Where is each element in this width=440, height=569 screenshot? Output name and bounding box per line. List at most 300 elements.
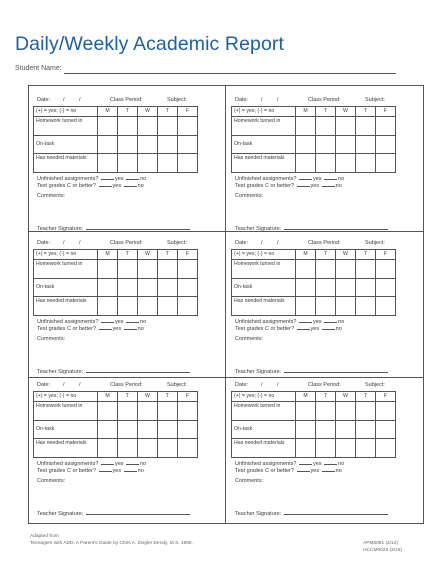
date-label: Date: [235,97,249,103]
yes-blank[interactable] [101,318,114,323]
signature-label: Teacher Signature: [37,226,84,232]
yes-blank[interactable] [101,460,114,465]
test-grades-line [37,325,203,332]
grid-cell[interactable] [178,260,198,279]
subject-label: Subject: [365,97,385,103]
comments-label: Comments: [37,478,66,484]
grid-row [34,117,198,136]
yes-blank[interactable] [299,175,312,180]
grid-cell[interactable] [336,297,356,316]
signature-field[interactable] [284,225,388,230]
yes-label: yes [312,319,322,325]
grid-cell[interactable] [158,297,178,316]
no-label: no [335,183,342,189]
panel-header [231,240,401,248]
form-code: APM0081 (2/12) [363,541,398,546]
day-header: T [356,392,376,402]
behavior-grid [231,106,396,173]
grid-cell[interactable] [138,439,158,458]
grid-cell[interactable] [98,279,118,297]
day-header: T [356,107,376,117]
grid-cell[interactable] [178,279,198,297]
day-header: T [158,250,178,260]
grid-cell[interactable] [296,439,316,458]
student-name-label: Student Name: [15,65,62,72]
class-period-label: Class Period: [110,240,143,246]
yes-blank[interactable] [299,460,312,465]
grid-cell[interactable] [356,439,376,458]
subject-label: Subject: [167,382,187,388]
source-credit-line: Teenagers with ADD: A Parent's Guide by Chris A. Zeigler Dendy, M.S. 1995. [30,540,193,546]
grid-cell[interactable] [138,421,158,439]
grid-cell[interactable] [118,421,138,439]
unfinished-assignments-line [37,318,203,325]
day-header: F [376,392,396,402]
grid-cell[interactable] [356,402,376,421]
report-panel [231,97,401,239]
no-blank[interactable] [126,318,139,323]
no-blank[interactable] [324,318,337,323]
yes-blank[interactable] [297,325,310,330]
grid-row [34,421,198,439]
signature-label: Teacher Signature: [235,369,282,375]
grid-row [34,297,198,316]
grid-cell[interactable] [138,279,158,297]
row-label: Homework turned in [34,402,98,421]
grid-cell[interactable] [98,154,118,173]
day-header: T [356,250,376,260]
yes-label: yes [112,183,122,189]
yes-label: yes [310,468,320,474]
grades-label: Test grades C or better? [37,183,97,189]
grid-cell[interactable] [118,136,138,154]
grid-cell[interactable] [158,154,178,173]
yes-blank[interactable] [99,467,112,472]
grid-cell[interactable] [138,402,158,421]
no-label: no [338,319,345,325]
grid-cell[interactable] [178,421,198,439]
row-label: Has needed materials [34,439,98,458]
date-separator: / [277,240,279,246]
date-label: Date: [37,240,51,246]
yes-blank[interactable] [99,325,112,330]
yes-blank[interactable] [299,318,312,323]
grid-cell[interactable] [316,421,336,439]
grid-cell[interactable] [98,260,118,279]
row-label: Has needed materials [232,297,296,316]
row-label: On-task [34,136,98,154]
behavior-grid [231,391,396,458]
no-blank[interactable] [124,467,137,472]
grid-row [34,154,198,173]
day-header: F [178,392,198,402]
grid-cell[interactable] [316,402,336,421]
grid-row [34,279,198,297]
signature-label: Teacher Signature: [37,369,84,375]
date-label: Date: [235,382,249,388]
grid-row [232,136,396,154]
no-label: no [140,319,147,325]
date-label: Date: [235,240,249,246]
date-label: Date: [37,97,51,103]
grid-cell[interactable] [118,402,138,421]
day-header: M [98,107,118,117]
unfinished-label: Unfinished assignments? [235,176,297,182]
subject-label: Subject: [167,240,187,246]
grid-cell[interactable] [118,279,138,297]
yes-label: yes [310,183,320,189]
grid-cell[interactable] [296,402,316,421]
grid-cell[interactable] [376,260,396,279]
teacher-signature [235,225,388,232]
no-label: no [335,326,342,332]
grid-cell[interactable] [138,154,158,173]
unfinished-assignments-line [235,175,401,182]
date-separator: / [63,97,65,103]
grid-cell[interactable] [336,154,356,173]
grid-cell[interactable] [336,117,356,136]
grid-cell[interactable] [356,297,376,316]
day-header: F [178,107,198,117]
grid-cell[interactable] [98,117,118,136]
row-label: Has needed materials [232,154,296,173]
report-panel [33,240,203,382]
grid-cell[interactable] [158,136,178,154]
grid-row [232,117,396,136]
grid-cell[interactable] [98,297,118,316]
no-blank[interactable] [126,175,139,180]
date-separator: / [63,382,65,388]
day-header: T [316,392,336,402]
unfinished-label: Unfinished assignments? [37,319,99,325]
yes-label: yes [114,319,124,325]
grid-cell[interactable] [356,260,376,279]
grid-legend: (+) = yes; (-) = no [232,250,296,260]
grid-cell[interactable] [296,117,316,136]
signature-field[interactable] [86,225,190,230]
yes-label: yes [112,326,122,332]
grid-cell[interactable] [296,260,316,279]
yes-blank[interactable] [297,182,310,187]
grid-cell[interactable] [178,117,198,136]
report-panel [231,240,401,382]
grid-cell[interactable] [138,260,158,279]
subject-label: Subject: [365,382,385,388]
grid-cell[interactable] [98,402,118,421]
grid-cell[interactable] [336,260,356,279]
no-blank[interactable] [322,182,335,187]
grid-cell[interactable] [316,297,336,316]
grid-row [34,136,198,154]
row-label: Homework turned in [34,260,98,279]
form-code: HCCM0023 (3/15) [363,547,402,553]
yes-label: yes [112,468,122,474]
teacher-signature [37,368,190,375]
yes-label: yes [114,176,124,182]
grades-label: Test grades C or better? [37,326,97,332]
panel-header [33,240,203,248]
row-label: Homework turned in [232,117,296,136]
grid-row [232,402,396,421]
panel-header [33,97,203,105]
date-separator: / [261,382,263,388]
test-grades-line [37,182,203,189]
teacher-signature [37,510,190,517]
no-blank[interactable] [322,325,335,330]
unfinished-label: Unfinished assignments? [37,176,99,182]
date-separator: / [79,97,81,103]
grid-cell[interactable] [118,297,138,316]
grid-cell[interactable] [138,297,158,316]
row-label: Has needed materials [232,439,296,458]
signature-label: Teacher Signature: [37,511,84,517]
unfinished-label: Unfinished assignments? [37,461,99,467]
grid-cell[interactable] [178,154,198,173]
grid-cell[interactable] [178,297,198,316]
row-label: On-task [232,421,296,439]
date-separator: / [261,97,263,103]
grid-cell[interactable] [296,421,316,439]
signature-field[interactable] [284,368,388,373]
unfinished-label: Unfinished assignments? [235,461,297,467]
row-label: On-task [232,136,296,154]
grades-label: Test grades C or better? [235,183,295,189]
source-credit [30,534,193,547]
day-header: T [158,392,178,402]
grid-cell[interactable] [118,154,138,173]
day-header: M [98,392,118,402]
behavior-grid [231,249,396,316]
no-label: no [140,461,147,467]
row-label: Homework turned in [34,117,98,136]
grid-cell[interactable] [316,439,336,458]
grid-header-row [34,392,198,402]
row-label: On-task [34,279,98,297]
grid-cell[interactable] [158,260,178,279]
day-header: M [296,392,316,402]
grid-cell[interactable] [376,402,396,421]
grid-cell[interactable] [376,421,396,439]
date-separator: / [277,382,279,388]
date-separator: / [63,240,65,246]
day-header: F [376,107,396,117]
grid-cell[interactable] [296,136,316,154]
grid-legend: (+) = yes; (-) = no [232,107,296,117]
day-header: F [178,250,198,260]
column-divider [225,85,226,524]
grid-cell[interactable] [356,136,376,154]
grades-label: Test grades C or better? [235,468,295,474]
yes-blank[interactable] [101,175,114,180]
grid-cell[interactable] [376,117,396,136]
grid-cell[interactable] [376,439,396,458]
grid-cell[interactable] [178,402,198,421]
day-header: W [138,250,158,260]
panel-header [231,97,401,105]
grid-legend: (+) = yes; (-) = no [34,250,98,260]
grid-row [232,279,396,297]
grid-cell[interactable] [356,117,376,136]
grid-row [232,297,396,316]
panel-header [33,382,203,390]
day-header: T [316,250,336,260]
grid-cell[interactable] [178,439,198,458]
unfinished-assignments-line [235,460,401,467]
teacher-signature [235,368,388,375]
row-label: Has needed materials [34,297,98,316]
no-label: no [140,176,147,182]
grid-row [232,154,396,173]
unfinished-assignments-line [37,460,203,467]
test-grades-line [37,467,203,474]
grid-cell[interactable] [296,297,316,316]
no-blank[interactable] [124,325,137,330]
grid-cell[interactable] [158,279,178,297]
no-blank[interactable] [124,182,137,187]
no-label: no [137,326,144,332]
grid-header-row [232,107,396,117]
grid-legend: (+) = yes; (-) = no [34,107,98,117]
unfinished-assignments-line [235,318,401,325]
no-label: no [137,468,144,474]
grid-cell[interactable] [376,297,396,316]
questions [235,175,401,189]
day-header: T [118,392,138,402]
teacher-signature [37,225,190,232]
grid-cell[interactable] [158,439,178,458]
grid-cell[interactable] [158,421,178,439]
day-header: F [376,250,396,260]
grid-cell[interactable] [98,439,118,458]
day-header: T [158,107,178,117]
form-codes [363,541,402,554]
signature-label: Teacher Signature: [235,511,282,517]
test-grades-line [235,325,401,332]
grid-cell[interactable] [376,154,396,173]
grid-cell[interactable] [336,439,356,458]
questions [37,175,203,189]
comments-label: Comments: [235,478,264,484]
questions [37,318,203,332]
grid-cell[interactable] [376,279,396,297]
grid-header-row [232,392,396,402]
unfinished-assignments-line [37,175,203,182]
grid-cell[interactable] [158,402,178,421]
subject-label: Subject: [167,97,187,103]
grid-cell[interactable] [336,402,356,421]
grid-header-row [232,250,396,260]
signature-field[interactable] [86,368,190,373]
signature-field[interactable] [86,510,190,515]
yes-label: yes [312,461,322,467]
grid-cell[interactable] [138,117,158,136]
test-grades-line [235,182,401,189]
behavior-grid [33,106,198,173]
grid-cell[interactable] [138,136,158,154]
grid-cell[interactable] [118,117,138,136]
day-header: W [138,392,158,402]
yes-label: yes [312,176,322,182]
comments-label: Comments: [235,193,264,199]
class-period-label: Class Period: [308,97,341,103]
grid-cell[interactable] [316,260,336,279]
no-label: no [338,461,345,467]
no-label: no [335,468,342,474]
grid-cell[interactable] [118,439,138,458]
grid-cell[interactable] [118,260,138,279]
row-label: Homework turned in [232,402,296,421]
grid-cell[interactable] [316,117,336,136]
questions [37,460,203,474]
grid-cell[interactable] [316,279,336,297]
grid-cell[interactable] [296,154,316,173]
date-label: Date: [37,382,51,388]
grid-legend: (+) = yes; (-) = no [232,392,296,402]
row-label: On-task [232,279,296,297]
grid-cell[interactable] [356,154,376,173]
yes-blank[interactable] [297,467,310,472]
comments-label: Comments: [235,336,264,342]
grid-row [34,402,198,421]
no-blank[interactable] [322,467,335,472]
row-label: On-task [34,421,98,439]
day-header: T [316,107,336,117]
grid-row [34,439,198,458]
grid-cell[interactable] [356,279,376,297]
date-separator: / [79,240,81,246]
grid-cell[interactable] [336,279,356,297]
grades-label: Test grades C or better? [37,468,97,474]
behavior-grid [33,249,198,316]
date-separator: / [261,240,263,246]
row-label: Has needed materials [34,154,98,173]
grid-cell[interactable] [158,117,178,136]
no-label: no [338,176,345,182]
grid-cell[interactable] [178,136,198,154]
teacher-signature [235,510,388,517]
unfinished-label: Unfinished assignments? [235,319,297,325]
questions [235,460,401,474]
row-label: Homework turned in [232,260,296,279]
day-header: W [336,392,356,402]
grid-cell[interactable] [356,421,376,439]
grid-cell[interactable] [316,136,336,154]
no-blank[interactable] [324,175,337,180]
day-header: M [296,107,316,117]
student-name-field[interactable] [64,73,396,74]
date-separator: / [277,97,279,103]
comments-label: Comments: [37,336,66,342]
day-header: T [118,107,138,117]
grid-row [34,260,198,279]
grid-cell[interactable] [98,421,118,439]
yes-blank[interactable] [99,182,112,187]
no-blank[interactable] [324,460,337,465]
grid-cell[interactable] [316,154,336,173]
class-period-label: Class Period: [308,240,341,246]
signature-field[interactable] [284,510,388,515]
grid-cell[interactable] [376,136,396,154]
grid-cell[interactable] [296,279,316,297]
questions [235,318,401,332]
grid-cell[interactable] [336,421,356,439]
grid-cell[interactable] [336,136,356,154]
page-title: Daily/Weekly Academic Report [15,33,285,55]
grades-label: Test grades C or better? [235,326,295,332]
grid-cell[interactable] [98,136,118,154]
day-header: W [336,250,356,260]
no-blank[interactable] [126,460,139,465]
